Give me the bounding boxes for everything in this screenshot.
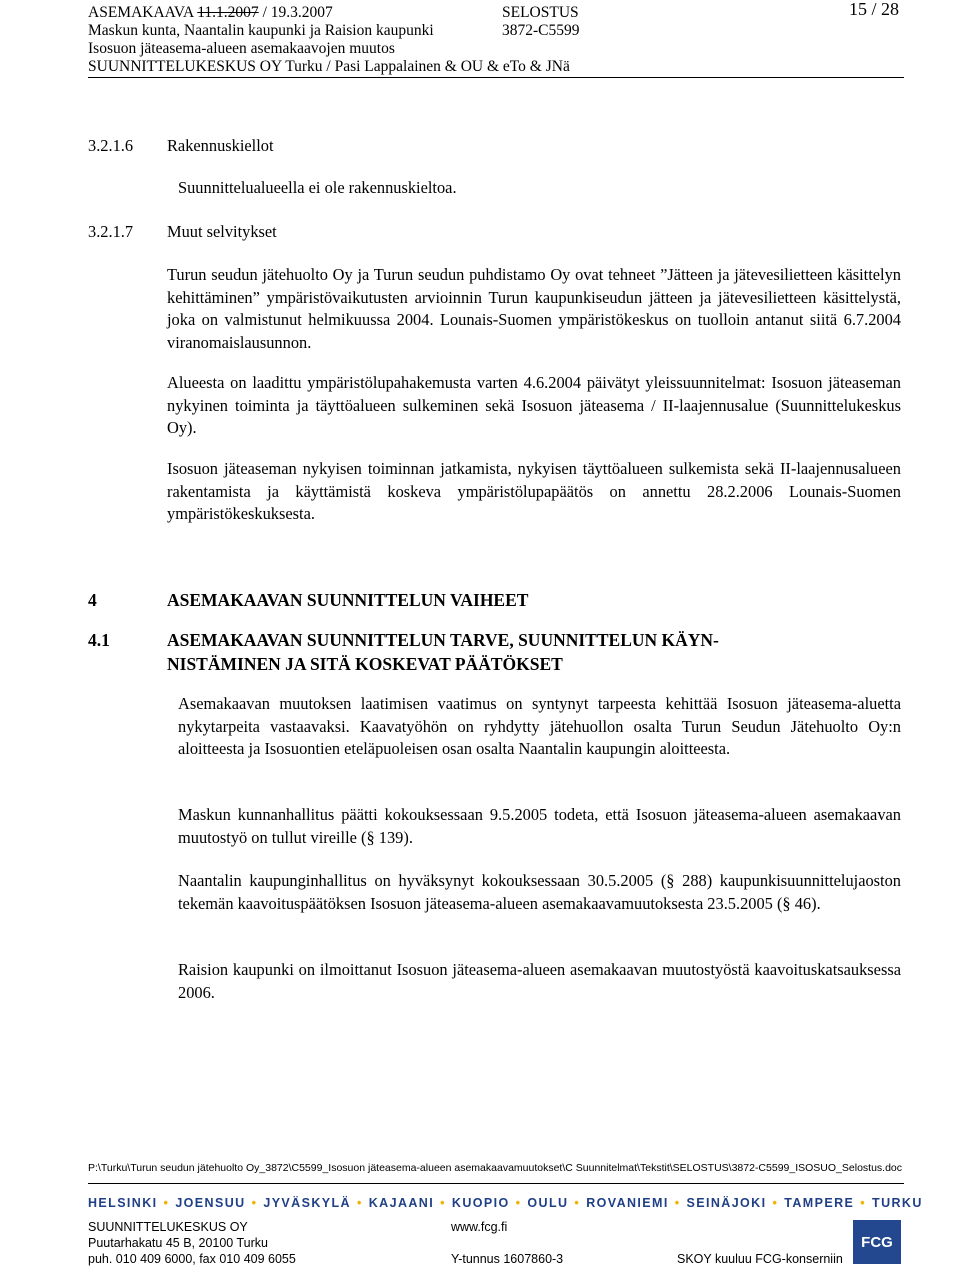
section-title: ASEMAKAAVAN SUUNNITTELUN TARVE, SUUNNITTELUN KÄYN- (167, 630, 719, 650)
fcg-logo: FCG (853, 1220, 901, 1264)
section-number: 4.1 (88, 630, 110, 650)
city-separator-dot: • (515, 1196, 522, 1210)
page-number: 15 / 28 (849, 0, 900, 19)
footer-group-note: SKOY kuuluu FCG-konserniin (677, 1252, 843, 1266)
paragraph: Maskun kunnanhallitus päätti kokouksessaan 9.5.2005 todeta, että Isosuon jäteasema-alueen asemakaavan muutostyö on tullut vireille (§ 139). (178, 805, 901, 847)
header-municipalities: Maskun kunta, Naantalin kaupunki ja Raision kaupunki (88, 22, 434, 39)
city-name: SEINÄJOKI (686, 1196, 767, 1210)
header-authors: SUUNNITTELUKESKUS OY Turku / Pasi Lappalainen & OU & eTo & JNä (88, 58, 570, 75)
city-name: OULU (527, 1196, 569, 1210)
city-separator-dot: • (574, 1196, 581, 1210)
header-struck-date: 11.1.2007 (197, 4, 259, 21)
paragraph: Suunnittelualueella ei ole rakennuskieltoa. (178, 178, 457, 197)
city-name: TAMPERE (784, 1196, 855, 1210)
paragraph: Naantalin kaupunginhallitus on hyväksynyt kokouksessaan 30.5.2005 (§ 288) kaupunkisuunnittelujaoston tekemän kaavoituspäätöksen Isosuon jäteasema-alueen asemakaavamuutoksesta 23.5.2005 (§ 46). (178, 871, 901, 913)
paragraph: Turun seudun jätehuolto Oy ja Turun seudun puhdistamo Oy ovat tehneet ”Jätteen ja jätevesilietteen käsittelyn kehittäminen” ympäristövaikutusten arvioinnin Turun kaupunkiseudun jätteen ja jätevesilietteen käsittelystä, joka on valmistunut helmikuussa 2004. Lounais-Suomen ympäristökeskus on tuolloin antanut siitä 6.7.2004 viranomaislausunnon. (167, 265, 901, 352)
city-separator-dot: • (860, 1196, 867, 1210)
section-number: 3.2.1.6 (88, 136, 134, 155)
footer-address: Puutarhakatu 45 B, 20100 Turku (88, 1236, 268, 1250)
header-divider (88, 77, 904, 78)
city-name: KAJAANI (368, 1196, 435, 1210)
header-doc-type: SELOSTUS (502, 4, 579, 21)
header-project-name: Isosuon jäteasema-alueen asemakaavojen muutos (88, 40, 395, 57)
chapter-title: ASEMAKAAVAN SUUNNITTELUN VAIHEET (167, 590, 529, 610)
paragraph: Alueesta on laadittu ympäristölupahakemusta varten 4.6.2004 päivätyt yleissuunnitelmat: Isosuon jäteaseman nykyinen toiminta ja täyttöalueen sulkeminen sekä Isosuon jäteasema / II-laajennusalue (Suunnittelukeskus Oy). (167, 373, 901, 437)
city-name: KUOPIO (451, 1196, 510, 1210)
city-separator-dot: • (251, 1196, 258, 1210)
city-separator-dot: • (356, 1196, 363, 1210)
header-doc-title: ASEMAKAAVA (88, 4, 198, 21)
city-separator-dot: • (674, 1196, 681, 1210)
section-title: Rakennuskiellot (167, 136, 274, 155)
footer-website[interactable]: www.fcg.fi (451, 1220, 508, 1234)
city-name: JYVÄSKYLÄ (263, 1196, 351, 1210)
footer-phone: puh. 010 409 6000, fax 010 409 6055 (88, 1252, 296, 1266)
paragraph: Raision kaupunki on ilmoittanut Isosuon jäteasema-alueen asemakaavan muutostyöstä kaavoituskatsauksessa 2006. (178, 960, 901, 1002)
section-number: 3.2.1.7 (88, 222, 134, 241)
paragraph: Asemakaavan muutoksen laatimisen vaatimus on syntynyt tarpeesta kehittää Isosuon jäteasema-aluetta nykytarpeita vastaavaksi. Kaavatyöhön on ryhdytty jätehuollon osalta Turun Seudun Jätehuolto Oy:n aloitteesta ja Isosuontien eteläpuoleisen osan osalta Naantalin kaupungin aloitteesta. (178, 694, 901, 758)
chapter-number: 4 (88, 590, 97, 610)
section-title-continued: NISTÄMINEN JA SITÄ KOSKEVAT PÄÄTÖKSET (167, 654, 563, 674)
footer-divider (88, 1183, 904, 1184)
city-list (88, 1196, 923, 1210)
footer-business-id: Y-tunnus 1607860-3 (451, 1252, 564, 1266)
header-line1 (88, 3, 333, 22)
city-name: TURKU (872, 1196, 923, 1210)
city-separator-dot: • (163, 1196, 170, 1210)
footer-company: SUUNNITTELUKESKUS OY (88, 1220, 248, 1234)
file-path: P:\Turku\Turun seudun jätehuolto Oy_3872\C5599_Isosuon jäteasema-alueen asemakaavamuutokset\C Suunnitelmat\Tekstit\SELOSTUS\3872-C5599_ISOSUO_Selostus.doc (88, 1162, 903, 1174)
city-name: HELSINKI (88, 1196, 158, 1210)
header-project-code: 3872-C5599 (502, 22, 580, 39)
city-separator-dot: • (772, 1196, 779, 1210)
paragraph: Isosuon jäteaseman nykyisen toiminnan jatkamista, nykyisen täyttöalueen sulkemista sekä II-laajennusalueen rakentamista ja käyttämistä koskeva ympäristölupapäätös on annettu 28.2.2006 Lounais-Suomen ympäristökeskuksesta. (167, 459, 901, 523)
header-date: / 19.3.2007 (258, 4, 333, 21)
city-name: JOENSUU (175, 1196, 246, 1210)
section-title: Muut selvitykset (167, 222, 277, 241)
city-name: ROVANIEMI (586, 1196, 669, 1210)
city-separator-dot: • (440, 1196, 446, 1210)
